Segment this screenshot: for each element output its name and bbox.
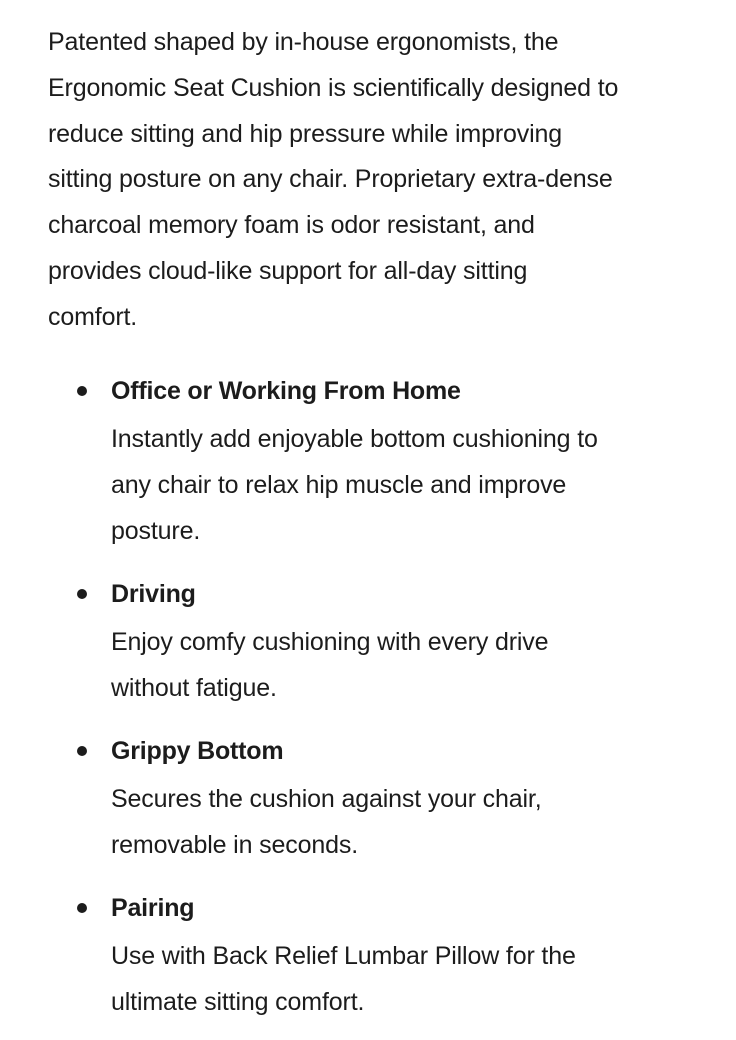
feature-item-grippy-bottom bbox=[48, 726, 698, 868]
feature-desc-line: removable in seconds. bbox=[111, 831, 358, 859]
feature-desc-line: Use with Back Relief Lumbar Pillow for the bbox=[111, 942, 576, 970]
intro-line: comfort. bbox=[48, 302, 138, 331]
feature-desc-line: any chair to relax hip muscle and improve bbox=[111, 471, 567, 499]
product-description bbox=[48, 20, 718, 341]
feature-title: Office or Working From Home bbox=[111, 377, 461, 405]
feature-list bbox=[48, 366, 698, 1040]
feature-description bbox=[111, 416, 698, 554]
feature-item-pairing bbox=[48, 883, 698, 1025]
feature-title: Driving bbox=[111, 580, 196, 608]
feature-description bbox=[111, 619, 698, 711]
intro-line: Patented shaped by in-house ergonomists, the bbox=[48, 28, 559, 56]
feature-desc-line: Instantly add enjoyable bottom cushioning to bbox=[111, 425, 598, 453]
feature-desc-line: Secures the cushion against your chair, bbox=[111, 785, 542, 813]
intro-line: sitting posture on any chair. Proprietary extra-dense bbox=[48, 165, 613, 194]
feature-title: Pairing bbox=[111, 894, 195, 922]
bullet-icon bbox=[77, 589, 87, 599]
feature-title: Grippy Bottom bbox=[111, 737, 284, 765]
intro-line: Ergonomic Seat Cushion is scientifically designed to bbox=[48, 73, 619, 102]
feature-desc-line: Enjoy comfy cushioning with every drive bbox=[111, 628, 549, 656]
intro-line: charcoal memory foam is odor resistant, and bbox=[48, 211, 535, 240]
bullet-icon bbox=[77, 746, 87, 756]
feature-item-office bbox=[48, 366, 698, 554]
intro-line: reduce sitting and hip pressure while improving bbox=[48, 119, 563, 148]
intro-paragraph bbox=[48, 20, 718, 341]
feature-item-driving bbox=[48, 569, 698, 711]
feature-desc-line: ultimate sitting comfort. bbox=[111, 988, 365, 1016]
feature-desc-line: without fatigue. bbox=[111, 674, 277, 702]
feature-description bbox=[111, 933, 698, 1025]
bullet-icon bbox=[77, 386, 87, 396]
feature-description bbox=[111, 776, 698, 868]
feature-desc-line: posture. bbox=[111, 517, 201, 545]
bullet-icon bbox=[77, 903, 87, 913]
intro-line: provides cloud-like support for all-day sitting bbox=[48, 256, 528, 285]
